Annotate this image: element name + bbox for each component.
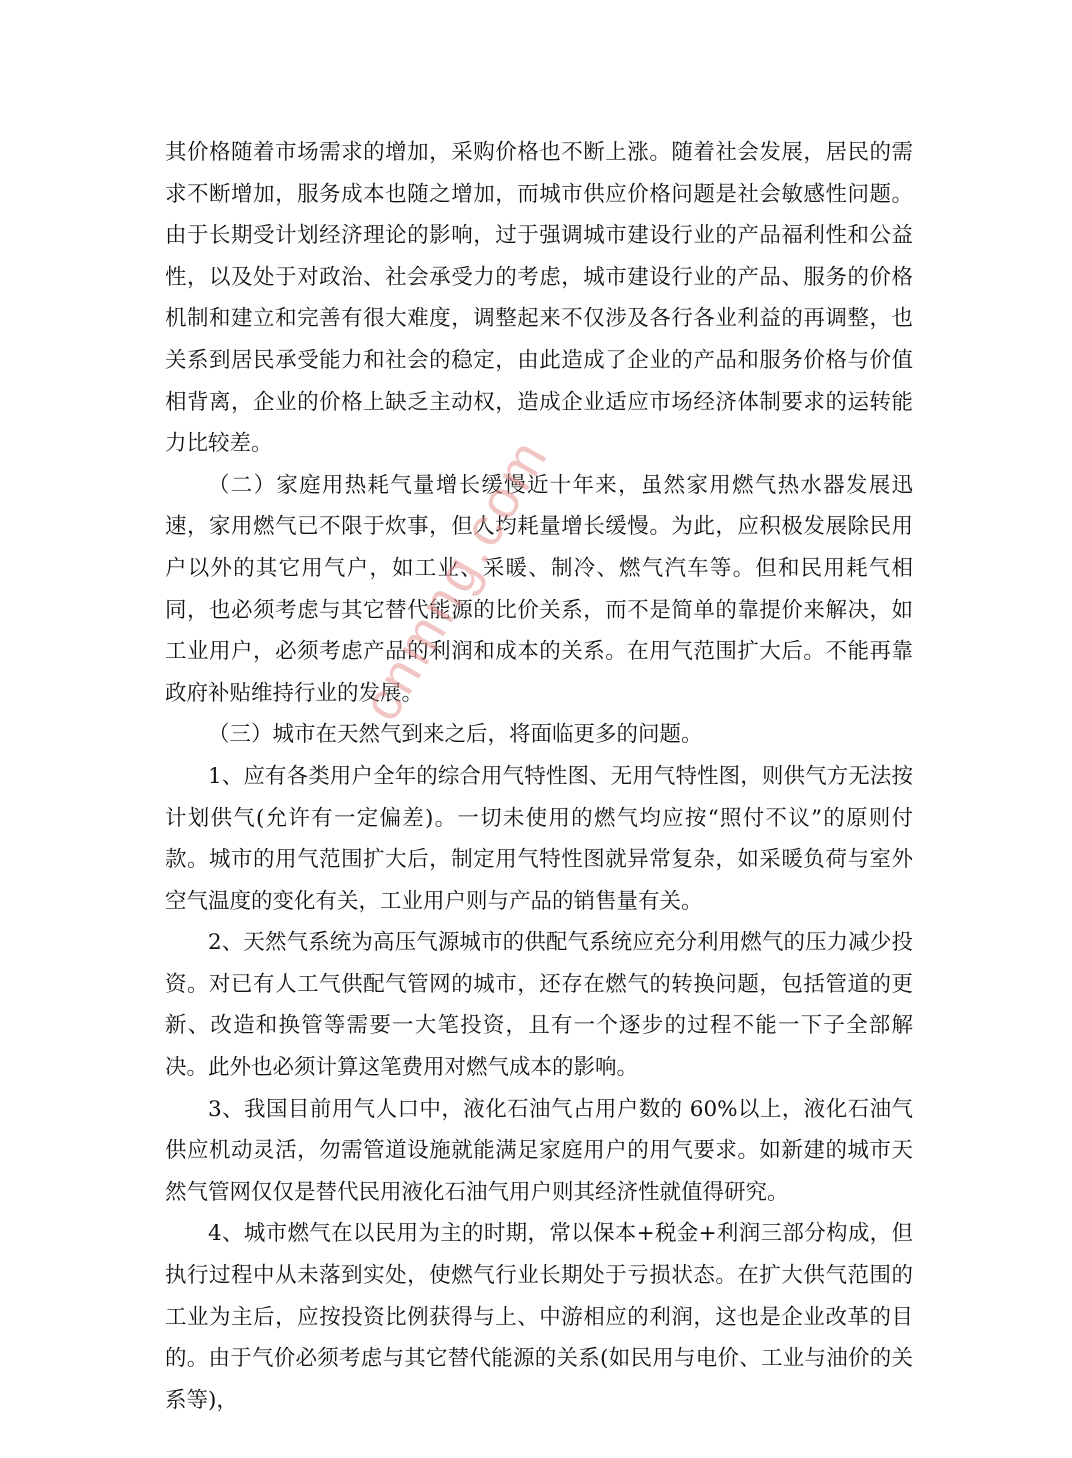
paragraph-item-2: 2、天然气系统为高压气源城市的供配气系统应充分利用燃气的压力减少投资。对已有人工气供配气管网的城市，还存在燃气的转换问题，包括管道的更新、改造和换管等需要一大笔投资，且有一个逐步的过程不能一下子全部解决。此外也必须计算这笔费用对燃气成本的影响。 bbox=[165, 930, 913, 1081]
paragraph-natural-gas-problems: （三）城市在天然气到来之后，将面临更多的问题。 bbox=[208, 722, 703, 748]
paragraph-item-4: 4、城市燃气在以民用为主的时期，常以保本+税金+利润三部分构成，但执行过程中从未落到实处，使燃气行业长期处于亏损状态。在扩大供气范围的工业为主后，应按投资比例获得与上、中游相应的利润，这也是企业改革的目的。由于气价必须考虑与其它替代能源的关系(如民用与电价、工业与油价的关系等)， bbox=[165, 1221, 913, 1413]
paragraph-item-1: 1、应有各类用户全年的综合用气特性图、无用气特性图，则供气方无法按计划供气(允许有一定偏差)。一切未使用的燃气均应按“照付不议”的原则付款。城市的用气范围扩大后，制定用气特性图就异常复杂，如采暖负荷与室外空气温度的变化有关，工业用户则与产品的销售量有关。 bbox=[165, 763, 913, 914]
paragraph-item-3: 3、我国目前用气人口中，液化石油气占用户数的 60%以上，液化石油气供应机动灵活，勿需管道设施就能满足家庭用户的用气要求。如新建的城市天然气管网仅仅是替代民用液化石油气用户则其经济性就值得研究。 bbox=[165, 1096, 913, 1205]
body-text bbox=[165, 132, 913, 1421]
watermark: cnmng.com bbox=[350, 427, 561, 731]
paragraph-household-consumption: （二）家庭用热耗气量增长缓慢近十年来，虽然家用燃气热水器发展迅速，家用燃气已不限于炊事，但人均耗量增长缓慢。为此，应积极发展除民用户以外的其它用气户，如工业、采暖、制冷、燃气汽车等。但和民用耗气相同，也必须考虑与其它替代能源的比价关系，而不是简单的靠提价来解决，如工业用户，必须考虑产品的利润和成本的关系。在用气范围扩大后。不能再靠政府补贴维持行业的发展。 bbox=[165, 472, 913, 706]
paragraph-price-mechanism: 其价格随着市场需求的增加，采购价格也不断上涨。随着社会发展，居民的需求不断增加，服务成本也随之增加，而城市供应价格问题是社会敏感性问题。由于长期受计划经济理论的影响，过于强调城市建设行业的产品福利性和公益性，以及处于对政治、社会承受力的考虑，城市建设行业的产品、服务的价格机制和建立和完善有很大难度，调整起来不仅涉及各行各业利益的再调整，也关系到居民承受能力和社会的稳定，由此造成了企业的产品和服务价格与价值相背离，企业的价格上缺乏主动权，造成企业适应市场经济体制要求的运转能力比较差。 bbox=[165, 140, 913, 457]
